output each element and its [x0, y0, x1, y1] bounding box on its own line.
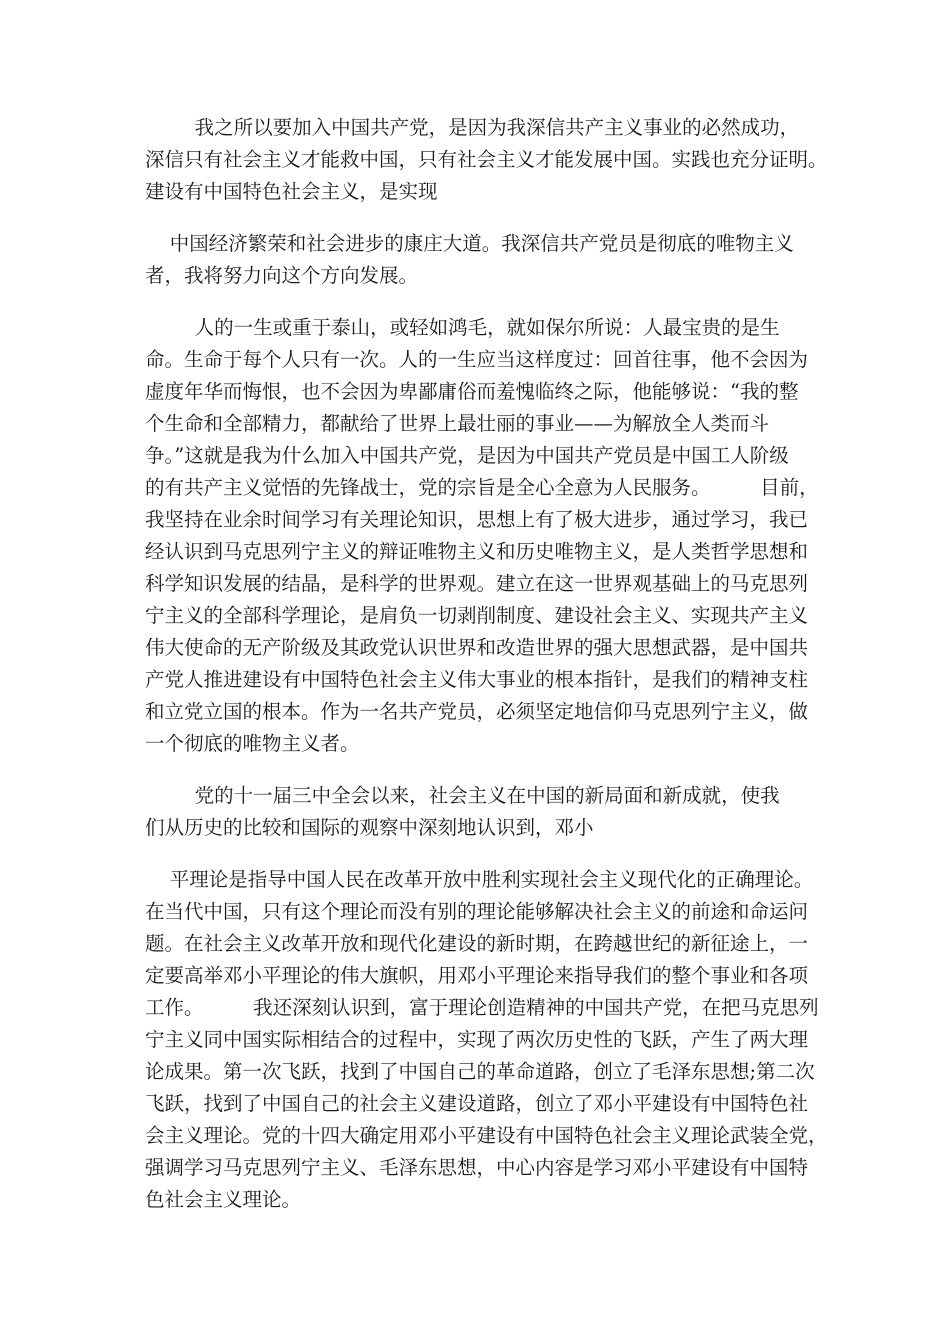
paragraph-gap — [145, 208, 825, 228]
paragraph-line: 们从历史的比较和国际的观察中深刻地认识到，邓小 — [145, 816, 594, 839]
paragraph-line: 宁主义同中国实际相结合的过程中，实现了两次历史性的飞跃，产生了两大理 — [145, 1028, 809, 1051]
paragraph-gap — [145, 844, 825, 864]
paragraph-line: 中国经济繁荣和社会进步的康庄大道。我深信共产党员是彻底的唯物主义 — [145, 232, 794, 255]
paragraph-line: 争。”这就是我为什么加入中国共产党，是因为中国共产党员是中国工人阶级 — [145, 444, 789, 467]
paragraph-line: 色社会主义理论。 — [145, 1188, 302, 1211]
paragraph-5 — [145, 864, 828, 1216]
paragraph-line: 人的一生或重于泰山，或轻如鸿毛，就如保尔所说：人最宝贵的是生 — [145, 316, 780, 339]
paragraph-line: 强调学习马克思列宁主义、毛泽东思想，中心内容是学习邓小平建设有中国特 — [145, 1156, 809, 1179]
paragraph-2 — [145, 228, 825, 292]
paragraph-gap — [145, 760, 825, 780]
paragraph-line: 平理论是指导中国人民在改革开放中胜利实现社会主义现代化的正确理论。 — [145, 868, 814, 891]
document-body — [145, 112, 828, 1216]
paragraph-line: 产党人推进建设有中国特色社会主义伟大事业的根本指针，是我们的精神支柱 — [145, 668, 809, 691]
paragraph-line: 工作。 我还深刻认识到，富于理论创造精神的中国共产党，在把马克思列 — [145, 996, 819, 1019]
paragraph-line: 论成果。第一次飞跃，找到了中国自己的革命道路，创立了毛泽东思想;第二次 — [145, 1060, 815, 1083]
paragraph-line: 经认识到马克思列宁主义的辩证唯物主义和历史唯物主义，是人类哲学思想和 — [145, 540, 809, 563]
paragraph-line: 伟大使命的无产阶级及其政党认识世界和改造世界的强大思想武器，是中国共 — [145, 636, 809, 659]
paragraph-line: 会主义理论。党的十四大确定用邓小平建设有中国特色社会主义理论武装全党， — [145, 1124, 828, 1147]
paragraph-line: 宁主义的全部科学理论，是肩负一切剥削制度、建设社会主义、实现共产主义 — [145, 604, 809, 627]
paragraph-line: 和立党立国的根本。作为一名共产党员，必须坚定地信仰马克思列宁主义，做 — [145, 700, 809, 723]
paragraph-line: 的有共产主义觉悟的先锋战士，党的宗旨是全心全意为人民服务。 目前， — [145, 476, 819, 499]
paragraph-line: 飞跃，找到了中国自己的社会主义建设道路，创立了邓小平建设有中国特色社 — [145, 1092, 809, 1115]
paragraph-line: 虚度年华而悔恨，也不会因为卑鄙庸俗而羞愧临终之际，他能够说：“我的整 — [145, 380, 799, 403]
paragraph-line: 在当代中国，只有这个理论而没有别的理论能够解决社会主义的前途和命运问 — [145, 900, 809, 923]
paragraph-line: 我之所以要加入中国共产党，是因为我深信共产主义事业的必然成功， — [145, 116, 800, 139]
paragraph-line: 一个彻底的唯物主义者。 — [145, 732, 360, 755]
paragraph-3 — [145, 312, 825, 760]
paragraph-line: 科学知识发展的结晶，是科学的世界观。建立在这一世界观基础上的马克思列 — [145, 572, 809, 595]
paragraph-line: 定要高举邓小平理论的伟大旗帜，用邓小平理论来指导我们的整个事业和各项 — [145, 964, 809, 987]
paragraph-line: 题。在社会主义改革开放和现代化建设的新时期，在跨越世纪的新征途上，一 — [145, 932, 809, 955]
paragraph-line: 建设有中国特色社会主义，是实现 — [145, 180, 438, 203]
paragraph-line: 深信只有社会主义才能救中国，只有社会主义才能发展中国。实践也充分证明。 — [145, 148, 828, 171]
paragraph-1 — [145, 112, 828, 208]
paragraph-gap — [145, 292, 825, 312]
paragraph-line: 我坚持在业余时间学习有关理论知识，思想上有了极大进步，通过学习，我已 — [145, 508, 809, 531]
paragraph-4 — [145, 780, 825, 844]
paragraph-line: 党的十一届三中全会以来，社会主义在中国的新局面和新成就，使我 — [145, 784, 780, 807]
paragraph-line: 命。生命于每个人只有一次。人的一生应当这样度过：回首往事，他不会因为 — [145, 348, 809, 371]
paragraph-line: 个生命和全部精力，都献给了世界上最壮丽的事业——为解放全人类而斗 — [145, 412, 770, 435]
paragraph-line: 者，我将努力向这个方向发展。 — [145, 264, 419, 287]
